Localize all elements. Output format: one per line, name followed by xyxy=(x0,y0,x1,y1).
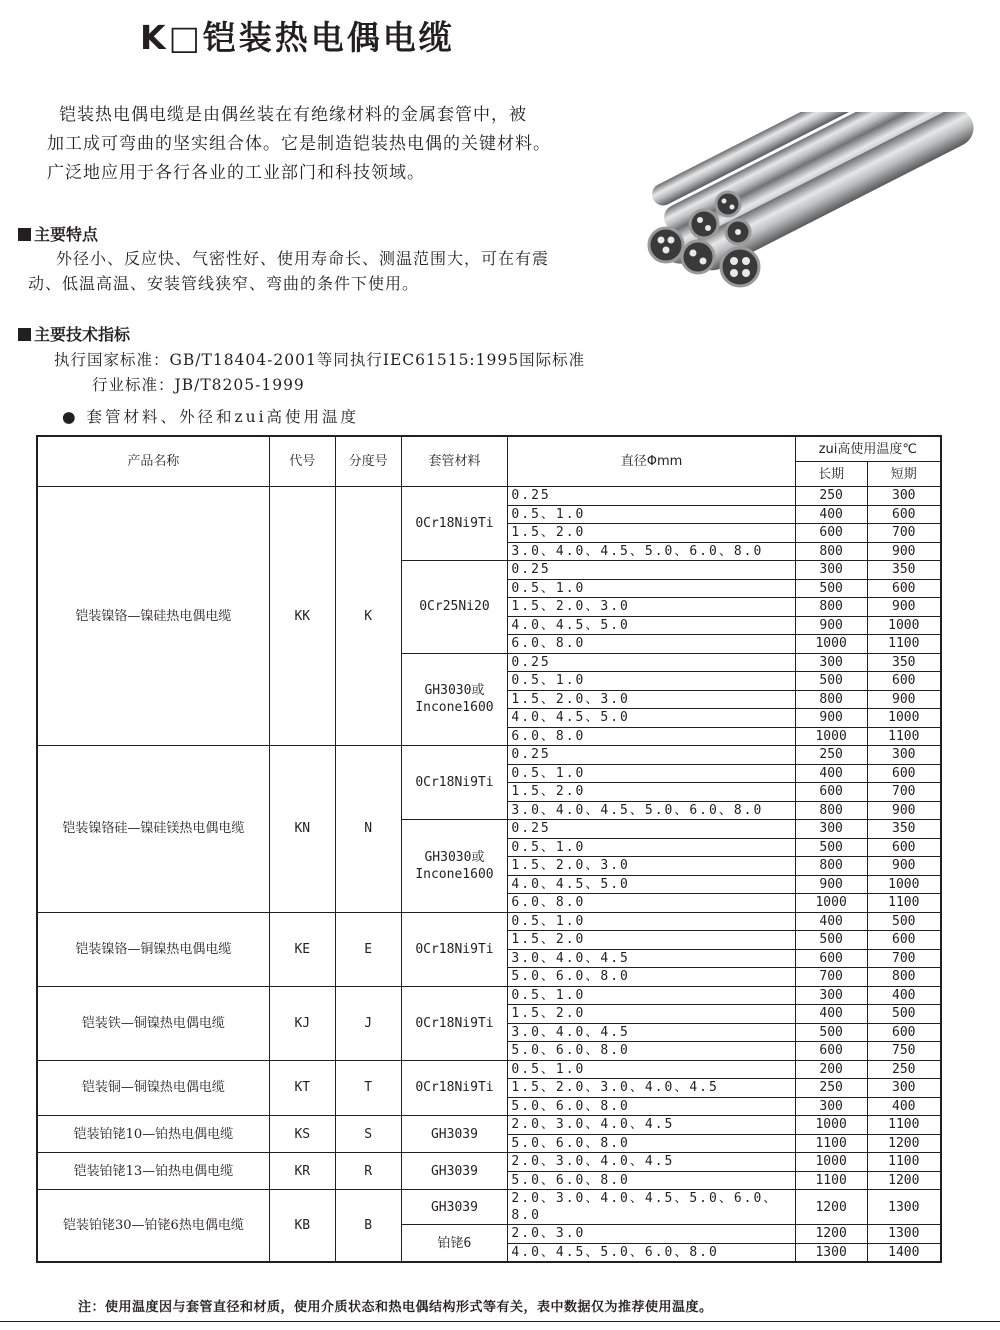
features-line-1: 外径小、反应快、气密性好、使用寿命长、测温范围大，可在有震 xyxy=(56,249,550,268)
table-row xyxy=(37,1190,941,1225)
diameter-cell: 6.0、8.0 xyxy=(508,635,795,654)
graduation-cell: J xyxy=(335,986,401,1060)
page-title: K□铠装热电偶电缆 xyxy=(140,18,455,57)
long-term-temp-cell: 900 xyxy=(795,709,867,728)
header-product-name: 产品名称 xyxy=(37,436,269,487)
table-row xyxy=(37,1116,941,1135)
long-term-temp-cell: 600 xyxy=(795,524,867,543)
material-cell: 铂铑6 xyxy=(401,1225,508,1263)
short-term-temp-cell: 400 xyxy=(867,1097,941,1116)
product-name-cell: 铠装铜—铜镍热电偶电缆 xyxy=(37,1060,269,1116)
short-term-temp-cell: 900 xyxy=(867,542,941,561)
code-cell: KR xyxy=(269,1153,335,1190)
short-term-temp-cell: 1400 xyxy=(867,1243,941,1262)
material-cell: 0Cr18Ni9Ti xyxy=(401,746,508,820)
long-term-temp-cell: 600 xyxy=(795,1042,867,1061)
long-term-temp-cell: 250 xyxy=(795,1079,867,1098)
short-term-temp-cell: 900 xyxy=(867,857,941,876)
code-cell: KB xyxy=(269,1190,335,1263)
long-term-temp-cell: 800 xyxy=(795,690,867,709)
diameter-cell: 0.5、1.0 xyxy=(508,912,795,931)
short-term-temp-cell: 1300 xyxy=(867,1225,941,1244)
short-term-temp-cell: 1300 xyxy=(867,1190,941,1225)
diameter-cell: 1.5、2.0、3.0 xyxy=(508,690,795,709)
long-term-temp-cell: 1000 xyxy=(795,1153,867,1172)
diameter-cell: 5.0、6.0、8.0 xyxy=(508,1171,795,1190)
long-term-temp-cell: 500 xyxy=(795,838,867,857)
short-term-temp-cell: 600 xyxy=(867,764,941,783)
graduation-cell: N xyxy=(335,746,401,913)
diameter-cell: 0.25 xyxy=(508,561,795,580)
header-sheath-material: 套管材料 xyxy=(401,436,508,487)
diameter-cell: 4.0、4.5、5.0 xyxy=(508,616,795,635)
diameter-cell: 1.5、2.0、3.0 xyxy=(508,598,795,617)
long-term-temp-cell: 900 xyxy=(795,616,867,635)
diameter-cell: 2.0、3.0 xyxy=(508,1225,795,1244)
short-term-temp-cell: 700 xyxy=(867,783,941,802)
short-term-temp-cell: 800 xyxy=(867,968,941,987)
graduation-cell: E xyxy=(335,912,401,986)
diameter-cell: 1.5、2.0 xyxy=(508,1005,795,1024)
long-term-temp-cell: 1000 xyxy=(795,894,867,913)
diameter-cell: 6.0、8.0 xyxy=(508,894,795,913)
short-term-temp-cell: 300 xyxy=(867,1079,941,1098)
square-bullet-icon xyxy=(18,228,31,241)
short-term-temp-cell: 900 xyxy=(867,598,941,617)
diameter-cell: 4.0、4.5、5.0 xyxy=(508,709,795,728)
code-cell: KT xyxy=(269,1060,335,1116)
code-cell: KJ xyxy=(269,986,335,1060)
diameter-cell: 5.0、6.0、8.0 xyxy=(508,1042,795,1061)
diameter-cell: 4.0、4.5、5.0、6.0、8.0 xyxy=(508,1243,795,1262)
diameter-cell: 1.5、2.0 xyxy=(508,783,795,802)
table-row xyxy=(37,1153,941,1172)
features-heading: 主要特点 xyxy=(18,222,98,245)
header-code: 代号 xyxy=(269,436,335,487)
long-term-temp-cell: 400 xyxy=(795,764,867,783)
long-term-temp-cell: 1100 xyxy=(795,1134,867,1153)
header-long-term: 长期 xyxy=(795,462,867,487)
short-term-temp-cell: 600 xyxy=(867,505,941,524)
material-cell: 0Cr18Ni9Ti xyxy=(401,1060,508,1116)
long-term-temp-cell: 1200 xyxy=(795,1190,867,1225)
short-term-temp-cell: 1100 xyxy=(867,1153,941,1172)
diameter-cell: 1.5、2.0、3.0、4.0、4.5 xyxy=(508,1079,795,1098)
table-row xyxy=(37,746,941,765)
diameter-cell: 2.0、3.0、4.0、4.5 xyxy=(508,1153,795,1172)
long-term-temp-cell: 800 xyxy=(795,598,867,617)
product-name-cell: 铠装铂铑10—铂热电偶电缆 xyxy=(37,1116,269,1153)
short-term-temp-cell: 1100 xyxy=(867,894,941,913)
long-term-temp-cell: 200 xyxy=(795,1060,867,1079)
long-term-temp-cell: 400 xyxy=(795,912,867,931)
material-cell: 0Cr18Ni9Ti xyxy=(401,487,508,561)
diameter-cell: 5.0、6.0、8.0 xyxy=(508,1134,795,1153)
diameter-cell: 0.5、1.0 xyxy=(508,672,795,691)
short-term-temp-cell: 900 xyxy=(867,690,941,709)
graduation-cell: S xyxy=(335,1116,401,1153)
diameter-cell: 1.5、2.0 xyxy=(508,931,795,950)
long-term-temp-cell: 800 xyxy=(795,801,867,820)
long-term-temp-cell: 400 xyxy=(795,505,867,524)
short-term-temp-cell: 250 xyxy=(867,1060,941,1079)
product-name-cell: 铠装镍铬—铜镍热电偶电缆 xyxy=(37,912,269,986)
long-term-temp-cell: 1000 xyxy=(795,1116,867,1135)
diameter-cell: 0.25 xyxy=(508,487,795,506)
diameter-cell: 3.0、4.0、4.5、5.0、6.0、8.0 xyxy=(508,542,795,561)
graduation-cell: T xyxy=(335,1060,401,1116)
diameter-cell: 0.5、1.0 xyxy=(508,986,795,1005)
short-term-temp-cell: 600 xyxy=(867,838,941,857)
diameter-cell: 1.5、2.0 xyxy=(508,524,795,543)
short-term-temp-cell: 1000 xyxy=(867,709,941,728)
header-max-temp: zui高使用温度℃ xyxy=(795,436,941,462)
short-term-temp-cell: 600 xyxy=(867,579,941,598)
material-cell: GH3039 xyxy=(401,1153,508,1190)
product-name-cell: 铠装铂铑13—铂热电偶电缆 xyxy=(37,1153,269,1190)
material-cell: 0Cr18Ni9Ti xyxy=(401,986,508,1060)
short-term-temp-cell: 1000 xyxy=(867,616,941,635)
footer-divider xyxy=(0,1321,1000,1322)
long-term-temp-cell: 300 xyxy=(795,820,867,839)
short-term-temp-cell: 500 xyxy=(867,1005,941,1024)
diameter-cell: 6.0、8.0 xyxy=(508,727,795,746)
short-term-temp-cell: 600 xyxy=(867,931,941,950)
short-term-temp-cell: 1200 xyxy=(867,1171,941,1190)
short-term-temp-cell: 600 xyxy=(867,1023,941,1042)
product-name-cell: 铠装镍铬—镍硅热电偶电缆 xyxy=(37,487,269,746)
header-diameter: 直径Φmm xyxy=(508,436,795,487)
long-term-temp-cell: 800 xyxy=(795,542,867,561)
features-line-2: 动、低温高温、安装管线狭窄、弯曲的条件下使用。 xyxy=(28,274,420,293)
diameter-cell: 4.0、4.5、5.0 xyxy=(508,875,795,894)
short-term-temp-cell: 1100 xyxy=(867,635,941,654)
header-graduation: 分度号 xyxy=(335,436,401,487)
product-name-cell: 铠装镍铬硅—镍硅镁热电偶电缆 xyxy=(37,746,269,913)
material-cell: 0Cr25Ni20 xyxy=(401,561,508,654)
short-term-temp-cell: 700 xyxy=(867,949,941,968)
short-term-temp-cell: 600 xyxy=(867,672,941,691)
long-term-temp-cell: 500 xyxy=(795,1023,867,1042)
intro-paragraph xyxy=(47,101,617,188)
material-cell: GH3039 xyxy=(401,1116,508,1153)
long-term-temp-cell: 900 xyxy=(795,875,867,894)
features-text xyxy=(28,246,628,296)
diameter-cell: 3.0、4.0、4.5 xyxy=(508,949,795,968)
table-row xyxy=(37,487,941,506)
diameter-cell: 3.0、4.0、4.5 xyxy=(508,1023,795,1042)
short-term-temp-cell: 400 xyxy=(867,986,941,1005)
tech-heading: 主要技术指标 xyxy=(18,322,130,345)
short-term-temp-cell: 500 xyxy=(867,912,941,931)
short-term-temp-cell: 1200 xyxy=(867,1134,941,1153)
table-row xyxy=(37,986,941,1005)
long-term-temp-cell: 300 xyxy=(795,986,867,1005)
long-term-temp-cell: 500 xyxy=(795,579,867,598)
square-bullet-icon xyxy=(18,328,31,341)
diameter-cell: 5.0、6.0、8.0 xyxy=(508,968,795,987)
diameter-cell: 0.5、1.0 xyxy=(508,838,795,857)
graduation-cell: B xyxy=(335,1190,401,1263)
graduation-cell: R xyxy=(335,1153,401,1190)
spec-table xyxy=(36,435,942,1263)
diameter-cell: 5.0、6.0、8.0 xyxy=(508,1097,795,1116)
long-term-temp-cell: 800 xyxy=(795,857,867,876)
short-term-temp-cell: 900 xyxy=(867,801,941,820)
short-term-temp-cell: 750 xyxy=(867,1042,941,1061)
diameter-cell: 0.5、1.0 xyxy=(508,764,795,783)
diameter-cell: 2.0、3.0、4.0、4.5、5.0、6.0、8.0 xyxy=(508,1190,795,1225)
diameter-cell: 0.25 xyxy=(508,746,795,765)
long-term-temp-cell: 250 xyxy=(795,746,867,765)
table-row xyxy=(37,1060,941,1079)
intro-line-2: 加工成可弯曲的坚实组合体。它是制造铠装热电偶的关键材料。 xyxy=(47,134,551,154)
code-cell: KK xyxy=(269,487,335,746)
long-term-temp-cell: 1100 xyxy=(795,1171,867,1190)
material-cell: GH3030或 Incone1600 xyxy=(401,653,508,746)
long-term-temp-cell: 250 xyxy=(795,487,867,506)
short-term-temp-cell: 1100 xyxy=(867,727,941,746)
long-term-temp-cell: 400 xyxy=(795,1005,867,1024)
table-row xyxy=(37,912,941,931)
long-term-temp-cell: 500 xyxy=(795,672,867,691)
diameter-cell: 0.5、1.0 xyxy=(508,505,795,524)
long-term-temp-cell: 600 xyxy=(795,949,867,968)
intro-line-3: 广泛地应用于各行各业的工业部门和科技领域。 xyxy=(47,163,425,183)
material-cell: GH3030或 Incone1600 xyxy=(401,820,508,913)
long-term-temp-cell: 300 xyxy=(795,1097,867,1116)
diameter-cell: 0.5、1.0 xyxy=(508,1060,795,1079)
intro-line-1: 铠装热电偶电缆是由偶丝装在有绝缘材料的金属套管中，被 xyxy=(59,105,527,125)
product-name-cell: 铠装铁—铜镍热电偶电缆 xyxy=(37,986,269,1060)
code-cell: KN xyxy=(269,746,335,913)
long-term-temp-cell: 700 xyxy=(795,968,867,987)
long-term-temp-cell: 300 xyxy=(795,653,867,672)
code-cell: KS xyxy=(269,1116,335,1153)
standard-national: 执行国家标准：GB/T18404-2001等同执行IEC61515:1995国际标准 xyxy=(54,351,586,369)
short-term-temp-cell: 350 xyxy=(867,820,941,839)
code-cell: KE xyxy=(269,912,335,986)
header-short-term: 短期 xyxy=(867,462,941,487)
long-term-temp-cell: 1300 xyxy=(795,1243,867,1262)
material-cell: GH3039 xyxy=(401,1190,508,1225)
footnote: 注：使用温度因与套管直径和材质，使用介质状态和热电偶结构形式等有关，表中数据仅为推荐使用温度。 xyxy=(78,1300,713,1315)
short-term-temp-cell: 350 xyxy=(867,561,941,580)
product-name-cell: 铠装铂铑30—铂铑6热电偶电缆 xyxy=(37,1190,269,1263)
short-term-temp-cell: 300 xyxy=(867,487,941,506)
short-term-temp-cell: 1100 xyxy=(867,1116,941,1135)
short-term-temp-cell: 700 xyxy=(867,524,941,543)
graduation-cell: K xyxy=(335,487,401,746)
diameter-cell: 1.5、2.0、3.0 xyxy=(508,857,795,876)
diameter-cell: 0.25 xyxy=(508,653,795,672)
diameter-cell: 3.0、4.0、4.5、5.0、6.0、8.0 xyxy=(508,801,795,820)
long-term-temp-cell: 500 xyxy=(795,931,867,950)
cable-photo xyxy=(640,112,980,312)
diameter-cell: 2.0、3.0、4.0、4.5 xyxy=(508,1116,795,1135)
material-cell: 0Cr18Ni9Ti xyxy=(401,912,508,986)
short-term-temp-cell: 350 xyxy=(867,653,941,672)
diameter-cell: 0.25 xyxy=(508,820,795,839)
short-term-temp-cell: 300 xyxy=(867,746,941,765)
standard-industry: 行业标准：JB/T8205-1999 xyxy=(92,376,305,394)
short-term-temp-cell: 1000 xyxy=(867,875,941,894)
diameter-cell: 0.5、1.0 xyxy=(508,579,795,598)
long-term-temp-cell: 300 xyxy=(795,561,867,580)
long-term-temp-cell: 600 xyxy=(795,783,867,802)
long-term-temp-cell: 1000 xyxy=(795,635,867,654)
table-caption: ● 套管材料、外径和zui高使用温度 xyxy=(62,408,360,426)
long-term-temp-cell: 1000 xyxy=(795,727,867,746)
long-term-temp-cell: 1200 xyxy=(795,1225,867,1244)
